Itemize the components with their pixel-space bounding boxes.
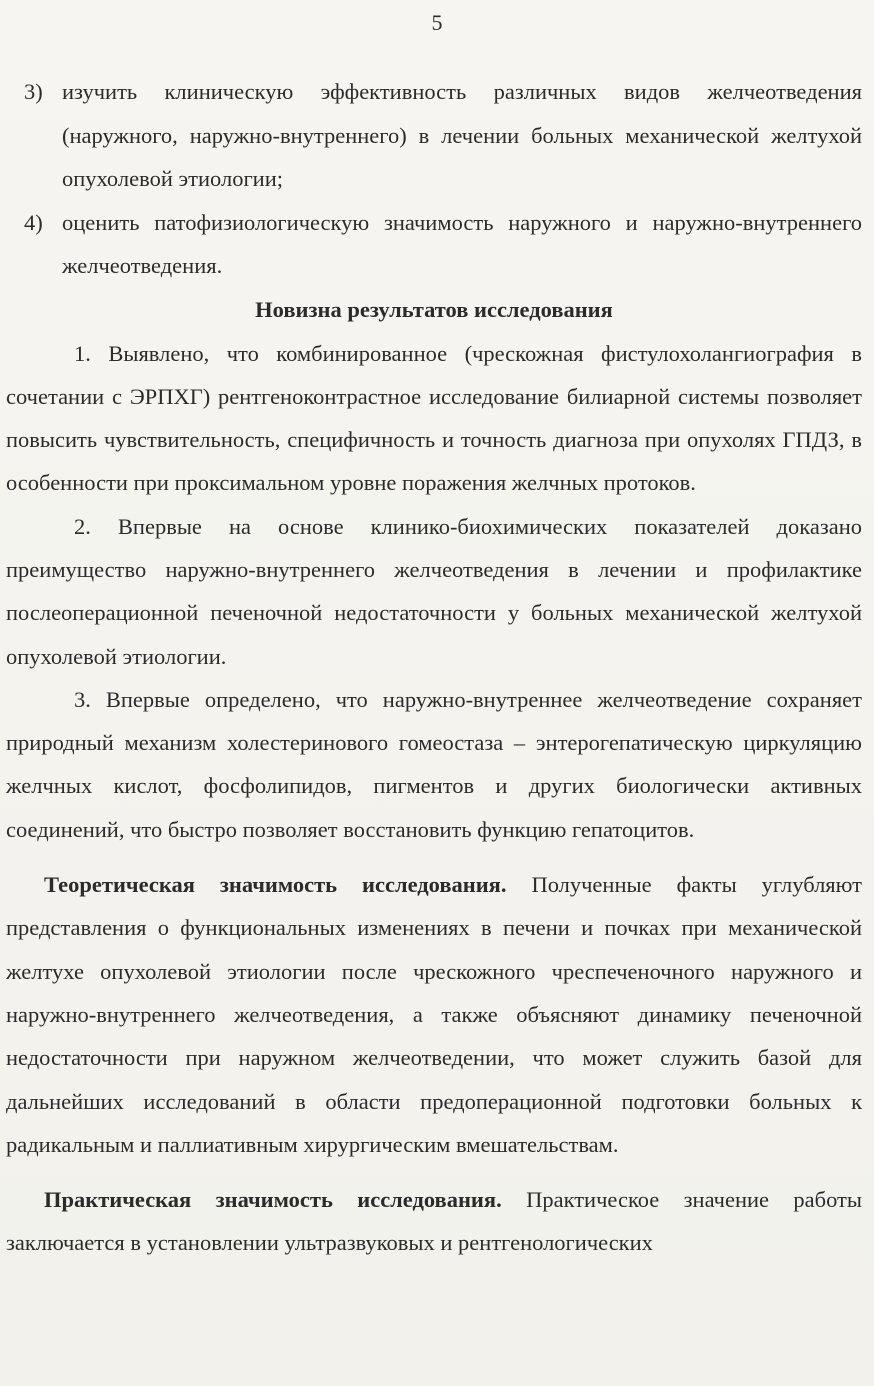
page-number: 5 <box>431 10 443 35</box>
practical-significance-text: Практическое значение работы заключается в установлении ультразвуковых и рентгенологических <box>6 1187 863 1256</box>
novelty-paragraph-3: 3. Впервые определено, что наружно-внутреннее желчеотведение сохраняет природный механизм холестеринового гомеостаза – энтерогепатическую циркуляцию желчных кислот, фосфолипидов, пигментов и других биологически активных соединений, что быстро позволяет восстановить функцию гепатоцитов. <box>6 686 862 842</box>
theoretical-significance-heading: Теоретическая значимость исследования. <box>44 872 507 898</box>
list-item <box>6 70 862 201</box>
list-item <box>6 201 862 288</box>
practical-significance-heading: Практическая значимость исследования. <box>44 1187 502 1213</box>
list-item-text: оценить патофизиологическую значимость наружного и наружно-внутреннего желчеотведения. <box>62 209 862 278</box>
novelty-paragraph-1: 1. Выявлено, что комбинированное (чрескожная фистулохолангиография в сочетании с ЭРПХГ) рентгеноконтрастное исследование билиарной системы позволяет повысить чувствительность, специфичность и точность диагноза при опухолях ГПДЗ, в особенности при проксимальном уровне поражения желчных протоков. <box>6 340 862 496</box>
list-item-text: изучить клиническую эффективность различных видов желчеотведения (наружного, наружно-внутреннего) в лечении больных механической желтухой опухолевой этиологии; <box>62 79 862 191</box>
practical-significance-paragraph <box>6 1178 862 1265</box>
section-heading-novelty: Новизна результатов исследования <box>255 296 613 322</box>
list-item-number: 3) <box>24 79 43 104</box>
list-item-number: 4) <box>24 209 43 235</box>
page-content <box>6 70 862 1265</box>
theoretical-significance-text: Полученные факты углубляют представления о функциональных изменениях в печени и почках при механической желтухе опухолевой этиологии после чрескожного чреспеченочного наружного и наружно-внутреннего желчеотведения, а также объясняют динамику печеночной недостаточности при наружном желчеотведении, что может служить базой для дальнейших исследований в области предоперационной подготовки больных к радикальным и паллиативным хирургическим вмешательствам. <box>6 872 862 1157</box>
theoretical-significance-paragraph <box>6 863 862 1166</box>
novelty-paragraph-2: 2. Впервые на основе клинико-биохимических показателей доказано преимущество наружно-внутреннего желчеотведения в лечении и профилактике послеоперационной печеночной недостаточности у больных механической желтухой опухолевой этиологии. <box>6 513 862 669</box>
